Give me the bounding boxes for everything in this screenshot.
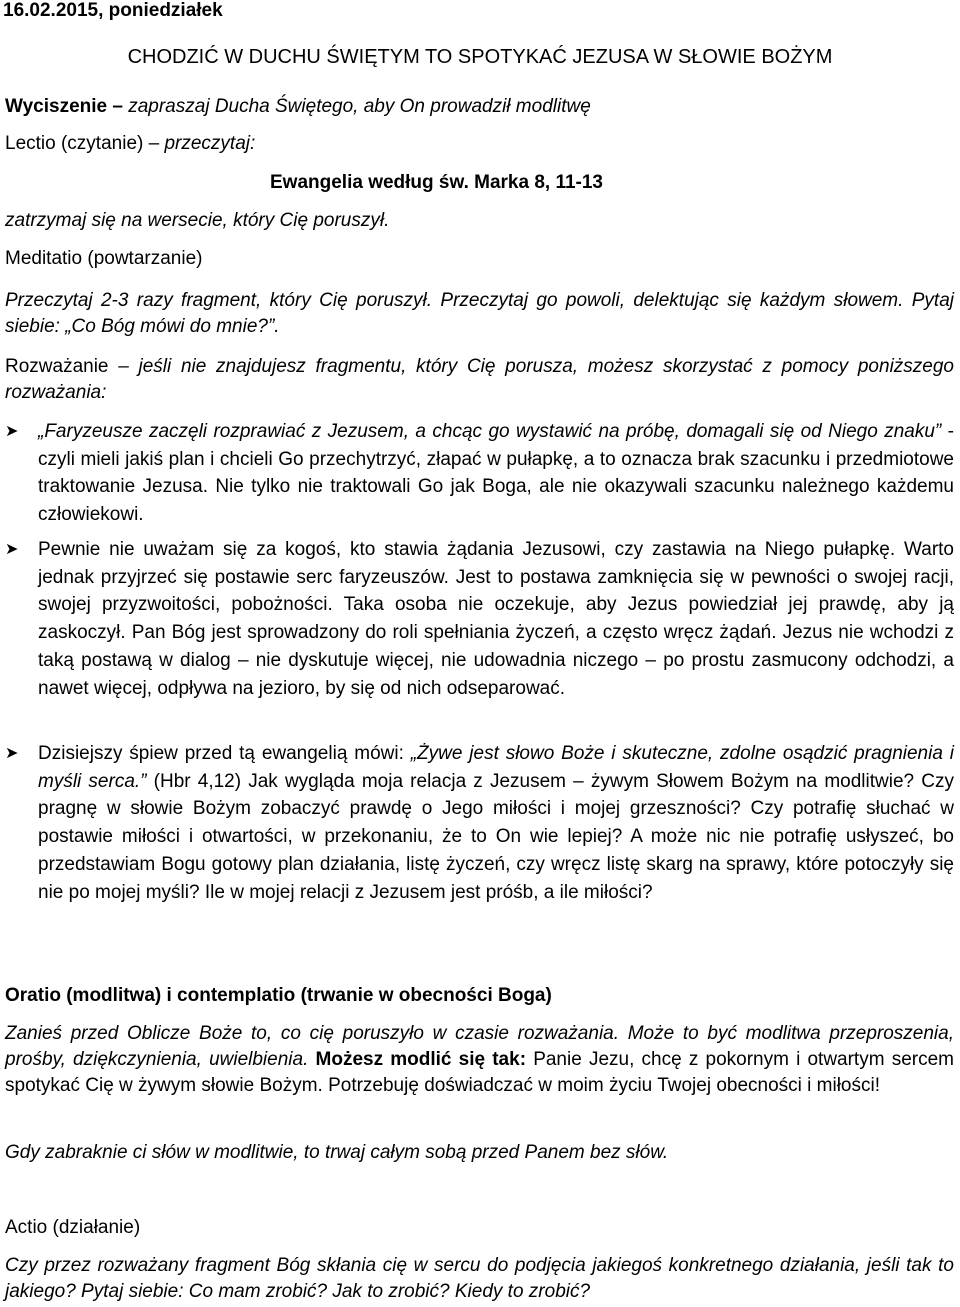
rozwazanie-paragraph <box>5 354 954 406</box>
wyciszenie-label: Wyciszenie – <box>5 96 123 117</box>
meditatio-text: Przeczytaj 2-3 razy fragment, który Cię poruszył. Przeczytaj go powoli, delektując się każdym słowem. Pytaj siebie: „Co Bóg mówi do mnie?”. <box>5 290 954 337</box>
oratio-label: Oratio (modlitwa) i contemplatio (trwanie w obecności Boga) <box>5 985 552 1006</box>
oratio-italic: Zanieś przed Oblicze Boże to, co cię poruszyło w czasie rozważania. Może to być modlitwa przeproszenia, prośby, dziękczynienia, uwielbienia. <box>5 1023 954 1070</box>
wyciszenie-line <box>5 94 591 120</box>
rozwazanie-text: – jeśli nie znajdujesz fragmentu, który Cię porusza, możesz skorzystać z pomocy poniższego rozważania: <box>5 356 954 403</box>
bullet-text: Pewnie nie uważam się za kogoś, kto stawia żądania Jezusowi, czy zastawia na Niego pułapkę. Warto jednak przyjrzeć się postawie serc faryzeuszów. Jest to postawa zamknięcia się w pewności o swojej racji, swojej przyzwoitości, pobożności. Taka osoba nie oczekuje, aby Jezus powiedział jej prawdę, aby ją zaskoczył. Pan Bóg jest sprowadzony do roli spełniania życzeń, a często wręcz żądań. Jezus nie wchodzi z taką postawą w dialog – nie dyskutuje więcej, nie udowadnia niczego – po prostu zasmucony odchodzi, a nawet więcej, odpływa na jezioro, by się od nich odseparować. <box>38 539 954 699</box>
oratio-paragraph <box>5 1021 954 1099</box>
lectio-instruction: zatrzymaj się na wersecie, który Cię poruszył. <box>5 210 390 231</box>
bullet-item <box>5 740 954 906</box>
bullet-quote: „Żywe jest słowo Boże i skuteczne, zdolne osądzić pragnienia i myśli serca.” <box>38 743 954 792</box>
rozwazanie-label: Rozważanie <box>5 356 109 377</box>
date-heading: 16.02.2015, poniedziałek <box>3 0 223 21</box>
oratio-closing: Gdy zabraknie ci słów w modlitwie, to trwaj całym sobą przed Panem bez słów. <box>5 1142 669 1163</box>
actio-text: Czy przez rozważany fragment Bóg skłania cię w sercu do podjęcia jakiegoś konkretnego działania, jeśli tak to jakiego? Pytaj siebie: Co mam zrobić? Jak to zrobić? Kiedy to zrobić? <box>5 1255 954 1302</box>
oratio-text: Panie Jezu, chcę z pokornym i otwartym sercem spotykać Cię w żywym słowie Bożym. Potrzebuję doświadczać w moim życiu Twojej obecności i miłości! <box>5 1049 954 1096</box>
page-title: CHODZIĆ W DUCHU ŚWIĘTYM TO SPOTYKAĆ JEZUSA W SŁOWIE BOŻYM <box>127 46 833 68</box>
gospel-reference: Ewangelia według św. Marka 8, 11-13 <box>270 172 603 193</box>
meditatio-label: Meditatio (powtarzanie) <box>5 248 203 269</box>
bullet-pre: Dzisiejszy śpiew przed tą ewangelią mówi: <box>38 743 411 764</box>
actio-label: Actio (działanie) <box>5 1217 141 1238</box>
arrow-bullet-icon: ➤ <box>5 423 19 440</box>
lectio-line <box>5 131 255 157</box>
lectio-text: przeczytaj: <box>164 133 256 154</box>
bullet-text: (Hbr 4,12) Jak wygląda moja relacja z Jezusem – żywym Słowem Bożym na modlitwie? Czy pragnę w słowie Bożym zobaczyć prawdę o Jego miłości i mojej grzeszności? Czy potrafię słuchać w postawie miłości i otwartości, w przekonaniu, że to On wie lepiej? A może nic nie potrafię usłyszeć, bo przedstawiam Bogu gotowy plan działania, listę życzeń, czy wręcz listę skarg na sprawy, które potoczyły się nie po mojej myśli? Ile w mojej relacji z Jezusem jest próśb, a ile miłości? <box>38 770 954 903</box>
bullet-quote: „Faryzeusze zaczęli rozprawiać z Jezusem, a chcąc go wystawić na próbę, domagali się od Niego znaku” <box>38 421 942 442</box>
wyciszenie-text: zapraszaj Ducha Świętego, aby On prowadził modlitwę <box>128 96 591 117</box>
oratio-bold: Możesz modlić się tak: <box>308 1049 527 1070</box>
bullet-item <box>5 536 954 702</box>
arrow-bullet-icon: ➤ <box>5 541 19 558</box>
bullet-item <box>5 418 954 529</box>
arrow-bullet-icon: ➤ <box>5 745 19 762</box>
bullet-text: - czyli mieli jakiś plan i chcieli Go przechytrzyć, złapać w pułapkę, a to oznacza brak szacunku i przedmiotowe traktowanie Jezusa. Nie tylko nie traktowali Go jak Boga, ale nie okazywali szacunku należnego każdemu człowiekowi. <box>38 421 954 526</box>
lectio-label: Lectio (czytanie) – <box>5 133 160 154</box>
